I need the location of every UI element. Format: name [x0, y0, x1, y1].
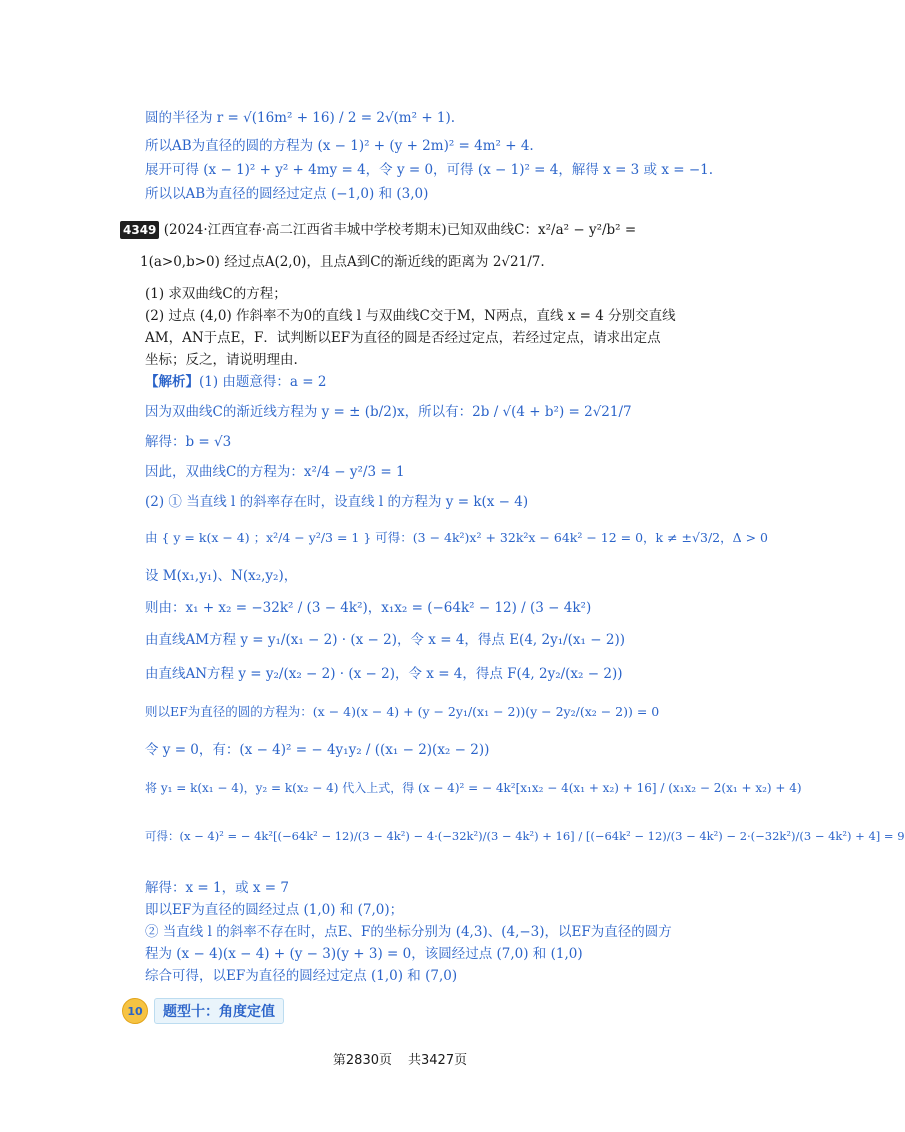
solution-step-18: 程为 (x − 4)(x − 4) + (y − 3)(y + 3) = 0，该圆经过点 (7,0) 和 (1,0) [145, 946, 583, 962]
radius-line: 圆的半径为 r = √(16m² + 16) / 2 = 2√(m² + 1). [145, 110, 456, 126]
problem-header [120, 220, 730, 240]
solution-label: 【解析】 [145, 374, 199, 390]
solution-step-10: 由直线AN方程 y = y₂/(x₂ − 2) · (x − 2)，令 x = 4，得点 F(4, 2y₂/(x₂ − 2)) [145, 666, 623, 682]
solution-step-9: 由直线AM方程 y = y₁/(x₁ − 2) · (x − 2)，令 x = 4，得点 E(4, 2y₁/(x₁ − 2)) [145, 632, 625, 648]
question-2-line-1: (2) 过点 (4,0) 作斜率不为0的直线 l 与双曲线C交于M，N两点，直线 x = 4 分别交直线 [145, 308, 676, 324]
expand-line: 展开可得 (x − 1)² + y² + 4my = 4，令 y = 0，可得 (x − 1)² = 4，解得 x = 3 或 x = −1. [145, 162, 714, 178]
problem-stem-2: 1(a>0,b>0) 经过点A(2,0)，且点A到C的渐近线的距离为 2√21/7. [140, 254, 545, 270]
page-total: 共3427页 [408, 1053, 468, 1068]
problem-source: (2024·江西宜春·高二江西省丰城中学校考期末) [163, 222, 447, 238]
circle-equation-line: 所以AB为直径的圆的方程为 (x − 1)² + (y + 2m)² = 4m² + 4. [145, 138, 534, 154]
solution-step-2: 因为双曲线C的渐近线方程为 y = ± (b/2)x，所以有：2b / √(4 + b²) = 2√21/7 [145, 404, 632, 420]
page-footer [0, 1049, 800, 1068]
solution-step-3: 解得：b = √3 [145, 434, 232, 450]
problem-number-badge: 4349 [120, 221, 159, 239]
section-heading [122, 998, 284, 1024]
section-number-badge: 10 [122, 998, 148, 1024]
page-number: 第2830页 [332, 1053, 392, 1068]
solution-step-19: 综合可得，以EF为直径的圆经过定点 (1,0) 和 (7,0) [145, 968, 458, 984]
solution-step-17: ② 当直线 l 的斜率不存在时，点E、F的坐标分别为 (4,3)、(4,−3)，以EF为直径的圆方 [145, 924, 672, 940]
solution-step-11: 则以EF为直径的圆的方程为：(x − 4)(x − 4) + (y − 2y₁/(x₁ − 2))(y − 2y₂/(x₂ − 2)) = 0 [145, 704, 660, 719]
solution-step-15: 解得：x = 1，或 x = 7 [145, 880, 289, 896]
solution-step-6: 由 { y = k(x − 4) ；x²/4 − y²/3 = 1 } 可得：(3 − 4k²)x² + 32k²x − 64k² − 12 = 0，k ≠ ±√3/2，Δ > 0 [145, 530, 769, 545]
solution-step-1 [145, 372, 730, 392]
solution-step-16: 即以EF为直径的圆经过点 (1,0) 和 (7,0)； [145, 902, 404, 918]
solution-step-7: 设 M(x₁,y₁)、N(x₂,y₂)， [145, 568, 298, 584]
fixed-point-line: 所以以AB为直径的圆经过定点 (−1,0) 和 (3,0) [145, 186, 429, 202]
solution-step-12: 令 y = 0，有：(x − 4)² = − 4y₁y₂ / ((x₁ − 2)(x₂ − 2)) [145, 742, 490, 758]
solution-step-1-text: (1) 由题意得：a = 2 [199, 374, 327, 390]
solution-step-5: (2) ① 当直线 l 的斜率存在时，设直线 l 的方程为 y = k(x − 4) [145, 494, 529, 510]
question-2-line-2: AM，AN于点E，F．试判断以EF为直径的圆是否经过定点，若经过定点，请求出定点 [145, 330, 661, 346]
problem-stem-1: 已知双曲线C：x²/a² − y²/b² = [446, 222, 637, 238]
solution-step-13: 将 y₁ = k(x₁ − 4)，y₂ = k(x₂ − 4) 代入上式，得 (x − 4)² = − 4k²[x₁x₂ − 4(x₁ + x₂) + 16] / (x₁x₂ − 2(x₁ + x₂) + 4) [145, 781, 802, 795]
question-1: (1) 求双曲线C的方程； [145, 286, 287, 302]
question-2-line-3: 坐标；反之，请说明理由. [145, 352, 298, 368]
solution-step-8: 则由：x₁ + x₂ = −32k² / (3 − 4k²)，x₁x₂ = (−64k² − 12) / (3 − 4k²) [145, 600, 592, 616]
solution-step-14: 可得：(x − 4)² = − 4k²[(−64k² − 12)/(3 − 4k²) − 4·(−32k²)/(3 − 4k²) + 16] / [(−64k² − 12)/(3 − 4k²) − 2·(−32k²)/(3 − 4k²) + 4] = 9 [145, 829, 905, 843]
solution-step-4: 因此，双曲线C的方程为：x²/4 − y²/3 = 1 [145, 464, 405, 480]
section-title: 题型十：角度定值 [154, 998, 284, 1024]
